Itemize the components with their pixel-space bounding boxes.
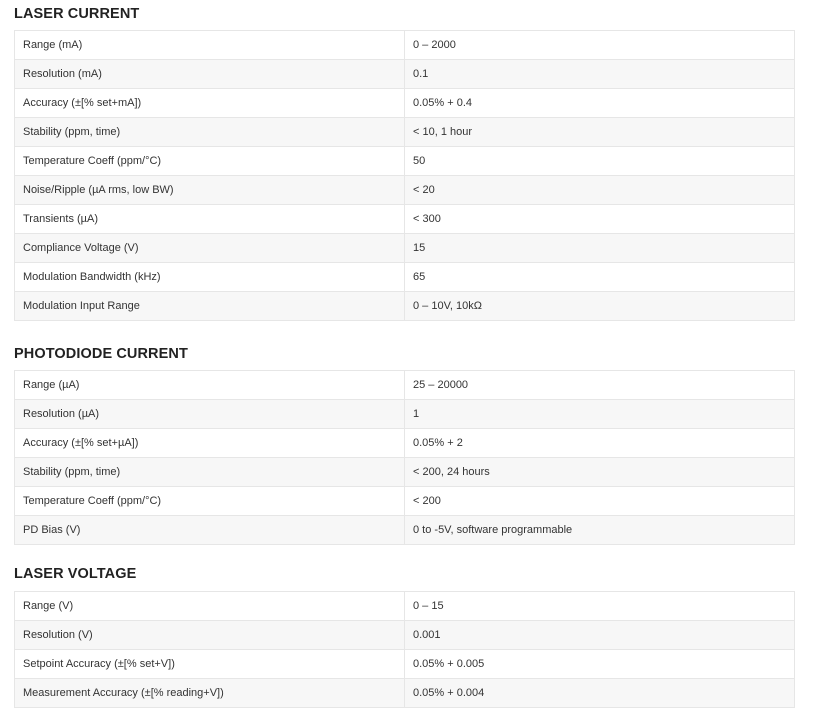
spec-value: 0.05% + 0.005 — [405, 650, 795, 679]
table-row — [15, 487, 795, 516]
spec-label: Stability (ppm, time) — [15, 118, 405, 147]
spec-value: 0 – 10V, 10kΩ — [405, 292, 795, 321]
table-row — [15, 650, 795, 679]
spec-value: 1 — [405, 400, 795, 429]
spec-label: Resolution (V) — [15, 621, 405, 650]
table-row — [15, 371, 795, 400]
spec-label: Noise/Ripple (µA rms, low BW) — [15, 176, 405, 205]
spec-label: Temperature Coeff (ppm/°C) — [15, 487, 405, 516]
section-title-laser-current: LASER CURRENT — [14, 6, 140, 22]
spec-value: < 10, 1 hour — [405, 118, 795, 147]
spec-label: Setpoint Accuracy (±[% set+V]) — [15, 650, 405, 679]
table-row — [15, 679, 795, 708]
spec-value: < 200, 24 hours — [405, 458, 795, 487]
section-title-photodiode-current: PHOTODIODE CURRENT — [14, 346, 188, 362]
spec-label: Resolution (mA) — [15, 60, 405, 89]
spec-value: 50 — [405, 147, 795, 176]
spec-label: Range (V) — [15, 592, 405, 621]
table-row — [15, 60, 795, 89]
spec-label: Transients (µA) — [15, 205, 405, 234]
spec-value: 0 – 2000 — [405, 31, 795, 60]
spec-label: Resolution (µA) — [15, 400, 405, 429]
spec-value: 0.05% + 0.4 — [405, 89, 795, 118]
spec-label: Accuracy (±[% set+mA]) — [15, 89, 405, 118]
spec-value: 0 to -5V, software programmable — [405, 516, 795, 545]
spec-value: 65 — [405, 263, 795, 292]
spec-value: < 20 — [405, 176, 795, 205]
table-row — [15, 400, 795, 429]
spec-label: Measurement Accuracy (±[% reading+V]) — [15, 679, 405, 708]
table-row — [15, 292, 795, 321]
table-row — [15, 31, 795, 60]
spec-value: 0.05% + 0.004 — [405, 679, 795, 708]
spec-label: Temperature Coeff (ppm/°C) — [15, 147, 405, 176]
spec-value: 0.1 — [405, 60, 795, 89]
spec-value: 0.001 — [405, 621, 795, 650]
spec-table-laser-current — [14, 30, 795, 321]
table-row — [15, 592, 795, 621]
spec-value: < 300 — [405, 205, 795, 234]
table-row — [15, 176, 795, 205]
table-row — [15, 458, 795, 487]
spec-value: < 200 — [405, 487, 795, 516]
spec-label: Compliance Voltage (V) — [15, 234, 405, 263]
spec-label: PD Bias (V) — [15, 516, 405, 545]
spec-value: 25 – 20000 — [405, 371, 795, 400]
spec-value: 0 – 15 — [405, 592, 795, 621]
spec-table-photodiode-current — [14, 370, 795, 545]
table-row — [15, 263, 795, 292]
table-row — [15, 118, 795, 147]
spec-table-laser-voltage — [14, 591, 795, 708]
spec-label: Range (mA) — [15, 31, 405, 60]
table-row — [15, 89, 795, 118]
spec-label: Stability (ppm, time) — [15, 458, 405, 487]
table-row — [15, 205, 795, 234]
spec-label: Modulation Input Range — [15, 292, 405, 321]
table-row — [15, 429, 795, 458]
table-row — [15, 516, 795, 545]
table-row — [15, 621, 795, 650]
spec-label: Range (µA) — [15, 371, 405, 400]
section-title-laser-voltage: LASER VOLTAGE — [14, 566, 137, 582]
spec-value: 15 — [405, 234, 795, 263]
table-row — [15, 147, 795, 176]
spec-value: 0.05% + 2 — [405, 429, 795, 458]
table-row — [15, 234, 795, 263]
spec-label: Modulation Bandwidth (kHz) — [15, 263, 405, 292]
spec-label: Accuracy (±[% set+µA]) — [15, 429, 405, 458]
